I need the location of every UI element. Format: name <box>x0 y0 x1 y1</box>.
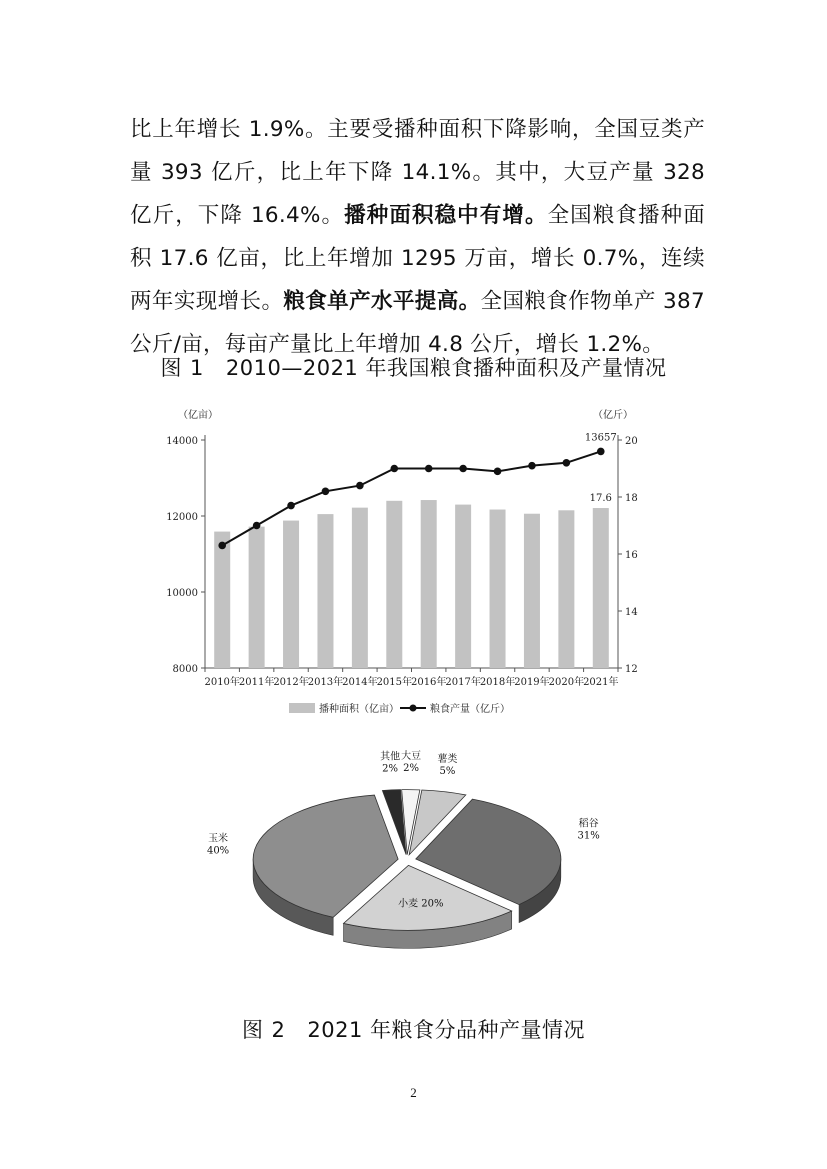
body-paragraph <box>130 108 705 366</box>
area-bar <box>386 501 402 668</box>
bold-heading-1: 播种面积稳中有增。 <box>344 203 548 228</box>
area-bar <box>421 500 437 668</box>
right-tick-label: 18 <box>625 493 638 504</box>
production-point <box>218 542 226 550</box>
grain-variety-pie-chart <box>206 751 600 980</box>
page-number: 2 <box>410 1085 417 1100</box>
left-tick-label: 12000 <box>166 512 198 523</box>
production-point <box>287 502 295 510</box>
x-tick-label: 2012年 <box>273 677 309 688</box>
area-bar <box>249 527 265 668</box>
production-point <box>459 465 467 473</box>
x-tick-label: 2019年 <box>514 677 550 688</box>
production-point <box>322 488 330 496</box>
area-bar <box>558 510 574 668</box>
legend-line-marker <box>410 705 417 712</box>
production-point <box>356 482 364 490</box>
production-point <box>528 462 536 470</box>
pie-label-value: 2% <box>403 763 420 775</box>
figure1-label: 图 <box>160 356 183 380</box>
right-tick-label: 12 <box>625 664 638 675</box>
right-axis-unit: （亿斤） <box>593 410 633 421</box>
area-production-chart <box>166 395 655 725</box>
pie-label-name: 大豆 <box>401 751 422 763</box>
bold-heading-2: 粮食单产水平提高。 <box>283 289 481 314</box>
left-tick-label: 10000 <box>166 588 198 599</box>
x-tick-label: 2018年 <box>479 677 516 688</box>
area-bar <box>352 508 368 668</box>
data-annotation: 17.6 <box>589 493 612 505</box>
x-tick-label: 2015年 <box>376 677 413 688</box>
x-tick-label: 2011年 <box>238 677 275 688</box>
production-line <box>222 451 601 545</box>
area-bar <box>283 521 299 668</box>
right-tick-label: 16 <box>625 550 638 561</box>
x-tick-label: 2021年 <box>583 677 619 688</box>
pie-label-value: 5% <box>439 765 456 777</box>
production-point <box>494 468 502 476</box>
production-point <box>563 459 571 467</box>
pie-inner-label: 小麦 20% <box>398 898 444 910</box>
production-point <box>597 448 605 456</box>
pie-label-value: 2% <box>382 763 399 775</box>
x-tick-label: 2020年 <box>548 677 585 688</box>
area-bar <box>524 514 540 668</box>
x-tick-label: 2016年 <box>410 677 447 688</box>
left-tick-label: 8000 <box>172 664 198 675</box>
area-bar <box>455 505 471 668</box>
area-bar <box>593 508 609 668</box>
pie-label-value: 31% <box>577 830 600 842</box>
legend-bar-swatch <box>289 703 315 713</box>
figure2-caption <box>0 1014 827 1044</box>
production-point <box>253 522 261 530</box>
pie-label-name: 薯类 <box>437 753 458 765</box>
right-tick-label: 14 <box>625 607 638 618</box>
x-tick-label: 2010年 <box>204 677 240 688</box>
x-tick-label: 2017年 <box>445 677 481 688</box>
figure2-label: 图 <box>242 1018 264 1042</box>
legend-bar-label: 播种面积（亿亩） <box>319 704 399 715</box>
figure2-number: 2 <box>271 1018 286 1042</box>
legend-line-label: 粮食产量（亿斤） <box>430 704 510 715</box>
para-text-1: 比上年增长 1.9%。主要受播种面积下降影响，全国豆类产量 393 亿斤，比上年下降 14.1%。其中，大豆产量 328 亿斤，下降 16.4%。 <box>130 117 705 228</box>
area-bar <box>490 510 506 668</box>
para-text-2: 全国粮食播种面积 17.6 亿亩，比上年增加 1295 万亩，增长 0.7%，连续两年实现增长。 <box>130 203 705 314</box>
area-bar <box>214 532 230 668</box>
left-axis-unit: （亿亩） <box>178 410 218 421</box>
right-tick-label: 20 <box>625 436 638 447</box>
data-annotation: 13657 <box>584 432 617 444</box>
figure2-title: 2021 年粮食分品种产量情况 <box>307 1018 585 1042</box>
production-point <box>390 465 398 473</box>
figure1-title: 2010—2021 年我国粮食播种面积及产量情况 <box>225 356 667 380</box>
area-bar <box>317 514 333 668</box>
pie-label-name: 其他 <box>380 751 401 763</box>
figure1-caption <box>0 352 827 382</box>
pie-label-name: 稻谷 <box>578 818 599 830</box>
x-tick-label: 2013年 <box>307 677 344 688</box>
production-point <box>425 465 433 473</box>
pie-label-value: 40% <box>206 845 230 857</box>
x-tick-label: 2014年 <box>342 677 378 688</box>
pie-label-name: 玉米 <box>208 833 229 845</box>
para-text-3: 全国粮食作物单产 387 公斤/亩，每亩产量比上年增加 4.8 公斤，增长 1.2%。 <box>130 289 705 357</box>
figure1-number: 1 <box>190 356 204 380</box>
left-tick-label: 14000 <box>166 436 198 447</box>
